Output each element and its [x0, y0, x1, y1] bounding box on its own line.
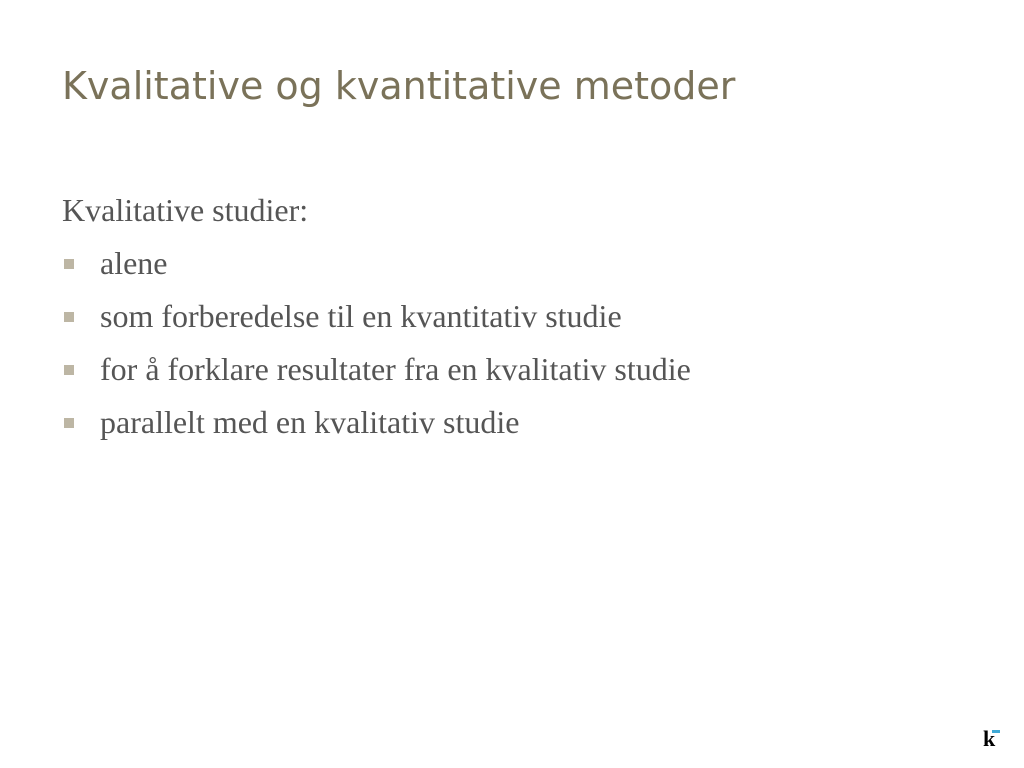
- logo-letter: k: [983, 726, 996, 750]
- bullet-text: parallelt med en kvalitativ studie: [100, 404, 520, 440]
- square-bullet-icon: [64, 312, 74, 322]
- bullet-item: [62, 290, 982, 343]
- bullet-item: [62, 396, 982, 449]
- square-bullet-icon: [64, 365, 74, 375]
- square-bullet-icon: [64, 259, 74, 269]
- k-logo-icon: [982, 724, 1004, 750]
- bullet-text: som forberedelse til en kvantitativ studie: [100, 298, 622, 334]
- slide-title: Kvalitative og kvantitative metoder: [62, 64, 736, 108]
- intro-text: Kvalitative studier:: [62, 192, 309, 228]
- bullet-item: [62, 343, 982, 396]
- bullet-list: [62, 237, 982, 449]
- bullet-item: [62, 237, 982, 290]
- bullet-text: for å forklare resultater fra en kvalitativ studie: [100, 351, 691, 387]
- square-bullet-icon: [64, 418, 74, 428]
- slide-content: [62, 184, 982, 449]
- bullet-text: alene: [100, 245, 168, 281]
